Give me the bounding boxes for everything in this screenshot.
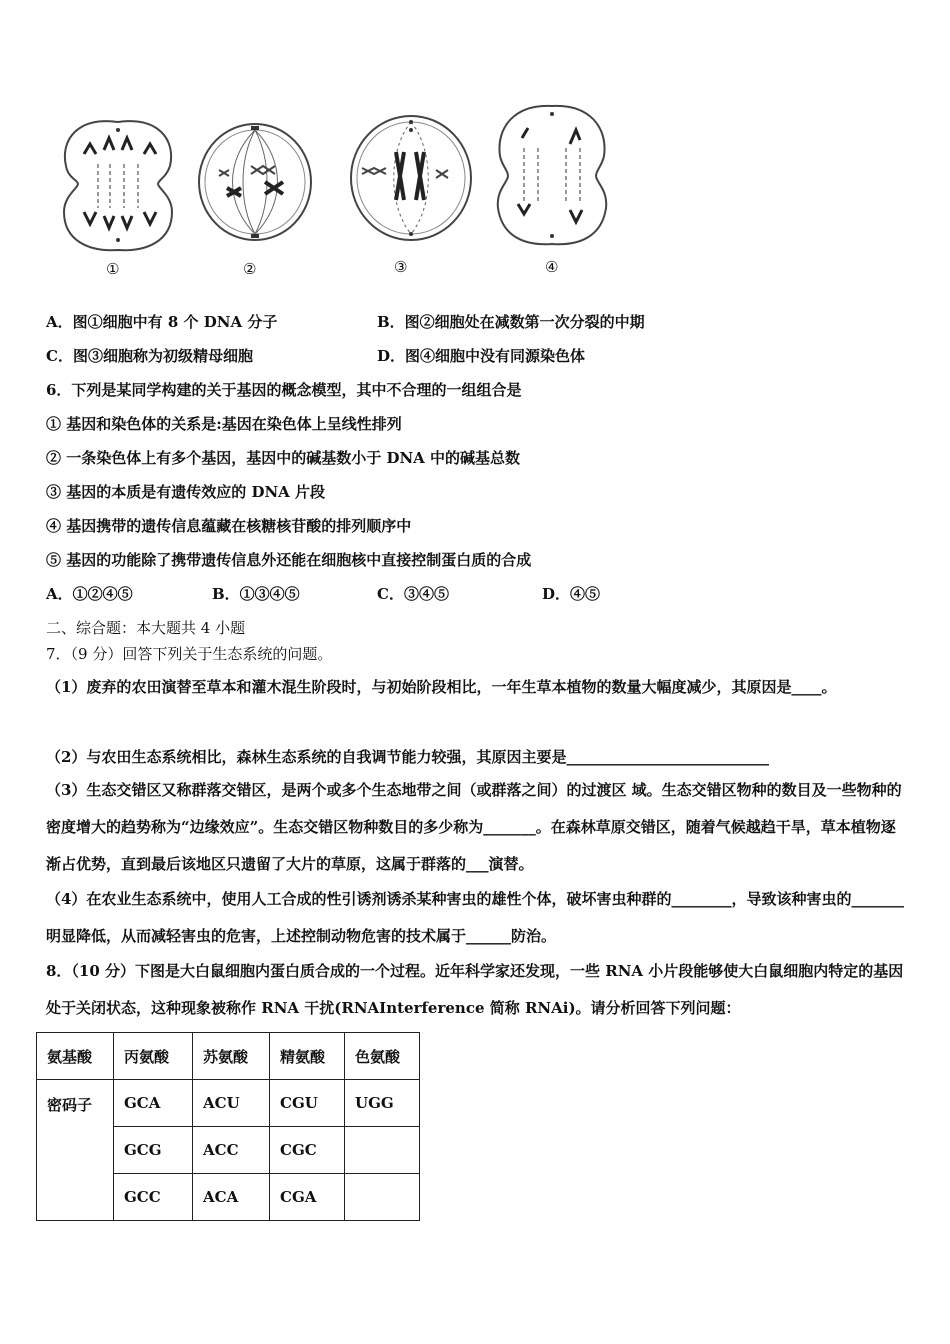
- q6-option-a: A．①②④⑤: [46, 585, 133, 603]
- table-header-cell: 精氨酸: [270, 1033, 345, 1080]
- table-row: [37, 1080, 420, 1127]
- q7-part-1: （1）废弃的农田演替至草本和灌木混生阶段时，与初始阶段相比，一年生草本植物的数量大幅度减少，其原因是____。: [46, 678, 837, 696]
- q7-part-2: （2）与农田生态系统相比，森林生态系统的自我调节能力较强，其原因主要是___________________________: [46, 748, 769, 766]
- q6-option-d: D．④⑤: [542, 585, 601, 603]
- table-cell: CGU: [270, 1080, 345, 1127]
- table-header-row: [37, 1033, 420, 1080]
- table-cell: UGG: [345, 1080, 420, 1127]
- q6-option-c: C．③④⑤: [377, 585, 449, 603]
- table-cell: ACA: [193, 1174, 270, 1221]
- table-cell: CGA: [270, 1174, 345, 1221]
- q6-item-5: ⑤ 基因的功能除了携带遗传信息外还能在细胞核中直接控制蛋白质的合成: [46, 551, 532, 569]
- q6-item-1: ① 基因和染色体的关系是:基因在染色体上呈线性排列: [46, 415, 402, 433]
- table-cell: GCA: [114, 1080, 193, 1127]
- figure-label-1: ①: [106, 260, 120, 278]
- table-header-cell: 丙氨酸: [114, 1033, 193, 1080]
- q5-option-b: B．图②细胞处在减数第一次分裂的中期: [377, 313, 645, 331]
- q5-option-a: A．图①细胞中有 8 个 DNA 分子: [46, 313, 278, 331]
- table-row-label: 密码子: [37, 1080, 114, 1221]
- table-header-cell: 苏氨酸: [193, 1033, 270, 1080]
- cell-figure-2: [195, 100, 315, 260]
- q7-stem: 7．（9 分）回答下列关于生态系统的问题。: [46, 645, 333, 663]
- q8-stem: 8．（10 分）下图是大白鼠细胞内蛋白质合成的一个过程。近年科学家还发现，一些 RNA 小片段能够使大白鼠细胞内特定的基因处于关闭状态，这种现象被称作 RNA 干扰(RNAInterference 简称 RNAi)。请分析回答下列问题：: [46, 962, 904, 1017]
- codon-table: [36, 1032, 420, 1221]
- cell-figure-4: [492, 100, 612, 260]
- figure-label-3: ③: [394, 258, 408, 276]
- figure-label-2: ②: [243, 260, 257, 278]
- cell-division-figure: [40, 100, 640, 290]
- q7-part-4: （4）在农业生态系统中，使用人工合成的性引诱剂诱杀某种害虫的雄性个体，破坏害虫种群的________，导致该种害虫的_______明显降低，从而减轻害虫的危害，上述控制动物危害的技术属于______防治。: [46, 890, 904, 945]
- q6-option-b: B．①③④⑤: [212, 585, 300, 603]
- table-cell: ACU: [193, 1080, 270, 1127]
- q6-stem: 6．下列是某同学构建的关于基因的概念模型，其中不合理的一组组合是: [46, 381, 522, 399]
- table-cell: [345, 1127, 420, 1174]
- cell-figure-3: [348, 100, 474, 260]
- table-header-cell: 色氨酸: [345, 1033, 420, 1080]
- cell-figure-1: [48, 100, 188, 260]
- table-cell: CGC: [270, 1127, 345, 1174]
- table-cell: GCG: [114, 1127, 193, 1174]
- figure-label-4: ④: [545, 258, 559, 276]
- q7-part-3: （3）生态交错区又称群落交错区，是两个或多个生态地带之间（或群落之间）的过渡区 域。生态交错区物种的数目及一些物种的密度增大的趋势称为“边缘效应”。生态交错区物种数目的多少称为_______。在森林草原交错区，随着气候越趋干旱，草本植物逐渐占优势，直到最后该地区只遗留了大片的草原，这属于群落的___演替。: [46, 781, 902, 873]
- table-cell: [345, 1174, 420, 1221]
- q5-option-c: C．图③细胞称为初级精母细胞: [46, 347, 253, 365]
- section-heading: 二、综合题：本大题共 4 小题: [46, 619, 246, 637]
- table-cell: ACC: [193, 1127, 270, 1174]
- q6-item-3: ③ 基因的本质是有遗传效应的 DNA 片段: [46, 483, 326, 501]
- table-header-cell: 氨基酸: [37, 1033, 114, 1080]
- q6-item-4: ④ 基因携带的遗传信息蕴藏在核糖核苷酸的排列顺序中: [46, 517, 412, 535]
- table-cell: GCC: [114, 1174, 193, 1221]
- q5-option-d: D．图④细胞中没有同源染色体: [377, 347, 586, 365]
- q6-item-2: ② 一条染色体上有多个基因，基因中的碱基数小于 DNA 中的碱基总数: [46, 449, 521, 467]
